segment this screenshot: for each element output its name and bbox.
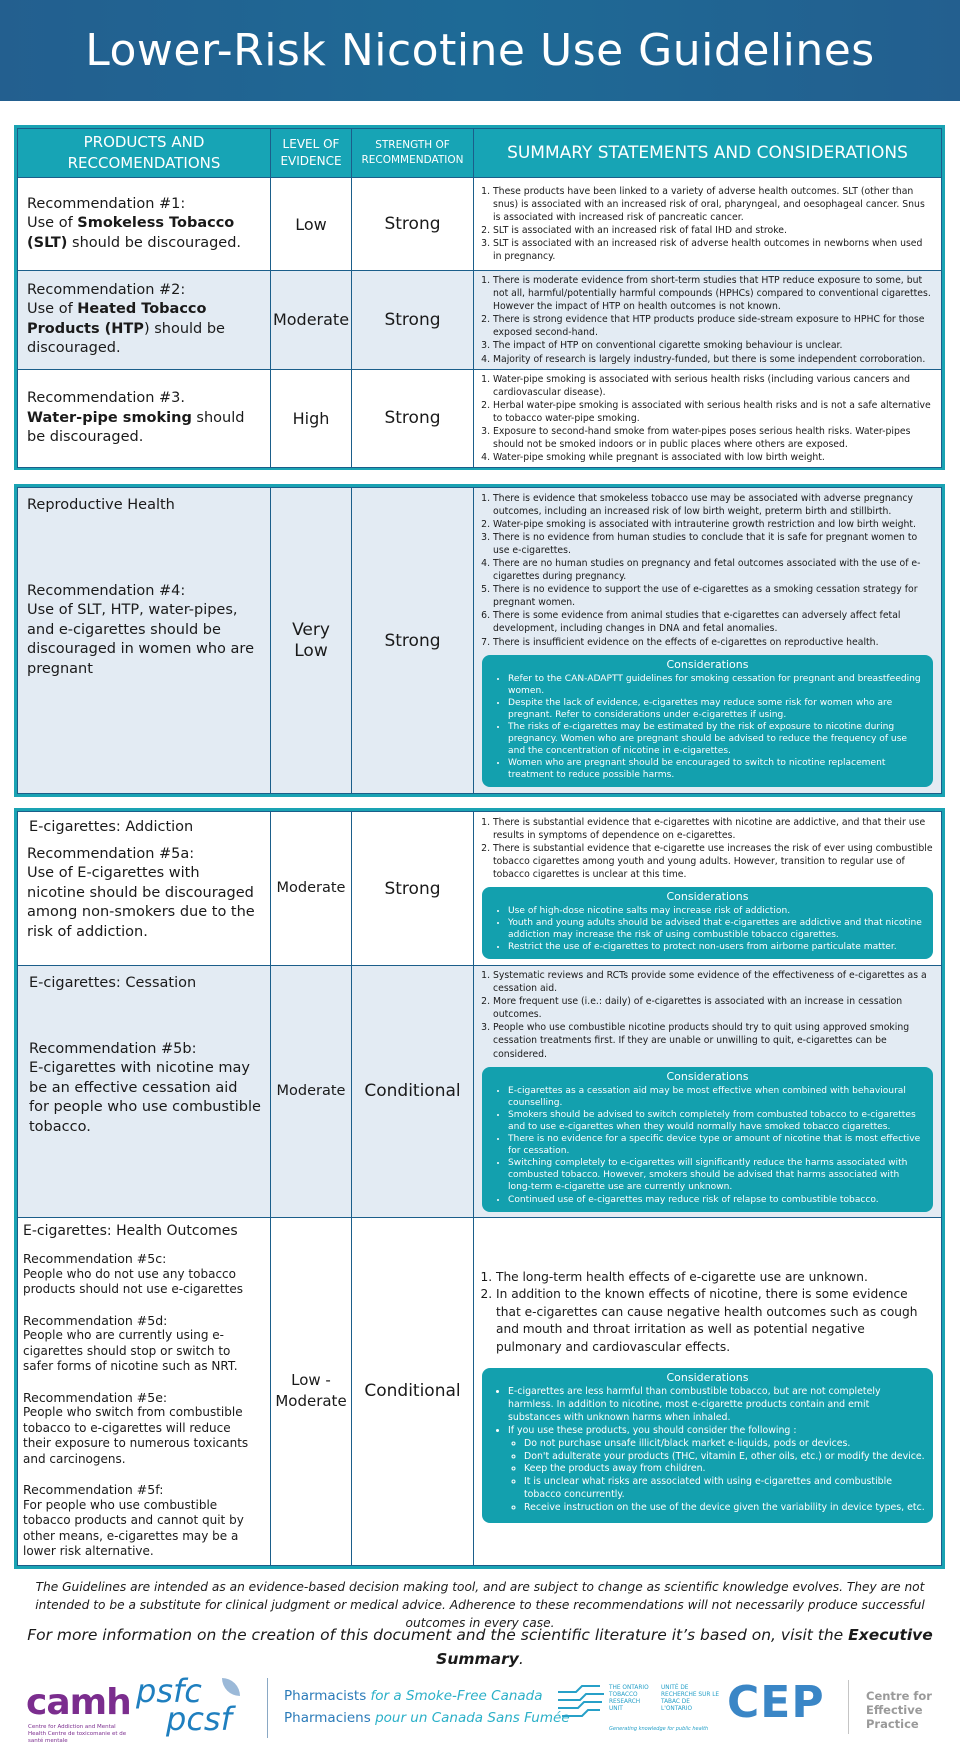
cep-subtitle: Centre for Effective Practice [866,1689,932,1731]
header-strength: STRENGTH OF RECOMMENDATION [352,129,474,178]
disclaimer-text: The Guidelines are intended as an evidence-based decision making tool, and are subject to change as scientific knowledge evolves. They are not intended to be a substitute for clinical judgment or medical advice. Adherence to these recommendations will not necessarily produce successful outcomes in every case. [35,1580,925,1630]
list-item: • E-cigarettes are less harmful than combustible tobacco, but are not completely harmless. In addition to nicotine, most e-cigarette products contain and emit substances with unknown harms when inhaled. [508,1386,925,1425]
list-item: 2. Water-pipe smoking is associated with intrauterine growth restriction and low birth weight. [493,518,933,531]
list-item: 1. The long-term health effects of e-cigarette use are unknown. [496,1269,933,1287]
list-item: 2. There is substantial evidence that e-cigarette use increases the risk of ever using combustible tobacco cigarettes among youth and young adults. However, transition to regular use of tobacco cigarettes is unclear at this time. [493,842,933,881]
rec5cf-strength: Conditional [352,1217,474,1565]
section-title-addiction: E-cigarettes: Addiction [29,819,194,835]
subrec-5f: Recommendation #5f: For people who use combustible tobacco products and cannot quit by other means, e-cigarettes may be a lower risk alternative. [23,1482,244,1559]
rec5a-strength: Strong [352,812,474,966]
list-item: • Smokers should be advised to switch completely from combusted tobacco to e-cigarettes and to use e-cigarettes when they would normally have smoked tobacco cigarettes. [508,1109,925,1133]
subrec-5d: Recommendation #5d: People who are currently using e-cigarettes should stop or switch to safer forms of nicotine such as NRT. [23,1312,238,1374]
rec5b-text: E-cigarettes: Cessation Recommendation #5b: E-cigarettes with nicotine may be an effective cessation aid for people who use combustible tobacco. [18,966,271,1218]
rec1-strength: Strong [352,178,474,271]
pcsf-logo: pcsf [166,1700,232,1738]
considerations-title: Considerations [666,1371,749,1385]
list-item: ◦ Receive instruction on the use of the device given the variability in device types, etc. [524,1502,925,1515]
more-info-text: For more information on the creation of this document and the scientific literature it’s based on, visit the Executive Summary. [27,1626,933,1668]
list-item: • If you use these products, you should consider the following : ◦ Do not purchase unsafe illicit/black market e-liquids, pods or devices. ◦ Don't adulterate your products (THC, vitamin E, other oils, etc.) or modify the device. ◦ Keep the products away from children. ◦ It is unclear what risks are associated with using e-cigarettes and combustible tobacco concurrently. ◦ Receive instruction on the use of the device given the variability in device types, etc. [508,1425,925,1515]
considerations-box [482,887,933,959]
subrec-5e: Recommendation #5e: People who switch from combustible tobacco to e-cigarettes will reduce their exposure to numerous toxicants and carcinogens. [23,1389,249,1466]
list-item: • Youth and young adults should be advised that e-cigarettes are addictive and that nicotine addiction may increase the risk of using combustible tobacco cigarettes. [508,917,925,941]
otru-french: UNITÉ DE RECHERCHE SUR LE TABAC DE L'ONTARIO [661,1685,720,1712]
list-item: • Refer to the CAN-ADAPTT guidelines for smoking cessation for pregnant and breastfeeding women. [508,673,925,697]
list-item: • E-cigarettes as a cessation aid may be most effective when combined with behavioural counselling. [508,1085,925,1109]
rec5a-text: E-cigarettes: Addiction Recommendation #5a: Use of E-cigarettes with nicotine should be discouraged among non-smokers due to the risk of addiction. [18,812,271,966]
section-title-reproductive: Reproductive Health [27,497,175,513]
list-item: 3. Exposure to second-hand smoke from water-pipes poses serious health risks. Water-pipes should not be smoked indoors or in public places where others are exposed. [493,425,933,451]
subrec-5c: Recommendation #5c: People who do not use any tobacco products should not use e-cigarettes [23,1251,244,1297]
page-header [0,0,960,101]
table-row-rec1 [18,178,942,271]
otru-english: THE ONTARIO TOBACCO RESEARCH UNIT [609,1685,649,1712]
page-title: Lower-Risk Nicotine Use Guidelines [85,25,875,76]
section-title-cessation: E-cigarettes: Cessation [29,975,197,991]
cep-logo: CEP [727,1677,825,1728]
list-item: 1. Systematic reviews and RCTs provide some evidence of the effectiveness of e-cigarettes as a cessation aid. [493,969,933,995]
list-item: 5. There is no evidence to support the use of e-cigarettes as a smoking cessation strategy for pregnant women. [493,583,933,609]
pharmacists-english: Pharmacists for a Smoke-Free Canada [284,1688,543,1704]
list-item: 1. These products have been linked to a variety of adverse health outcomes. SLT (other than snus) is associated with an increased risk of oral, pharyngeal, and oesophageal cancer. Snus is associated with increased risk of pancreatic cancer. [493,185,933,224]
divider [267,1678,268,1738]
footer-logos [0,1670,960,1750]
recommendations-table-1 [14,125,945,470]
list-item: • The risks of e-cigarettes may be estimated by the risk of exposure to nicotine during pregnancy. Women who are pregnant should be advised to reduce the frequency of use and the concentration of nicotine in e-cigarettes. [508,721,925,757]
considerations-box [482,655,933,788]
rec5cf-evidence: Low - Moderate [271,1217,352,1565]
rec1-evidence: Low [271,178,352,271]
list-item: ◦ Do not purchase unsafe illicit/black market e-liquids, pods or devices. [524,1438,925,1451]
rec5a-evidence: Moderate [271,812,352,966]
pharmacists-french: Pharmaciens pour un Canada Sans Fumée [284,1710,570,1726]
list-item: 4. Majority of research is largely industry-funded, but there is some independent corroboration. [493,353,933,366]
rec3-strength: Strong [352,369,474,468]
recommendations-table-2 [14,484,945,797]
leaf-icon [222,1678,240,1696]
considerations-title: Considerations [666,1069,749,1083]
considerations-box [482,1067,933,1212]
camh-logo-subtitle: Centre for Addiction and Mental Health Centre de toxicomanie et de santé mentale [28,1724,127,1744]
list-item: • Restrict the use of e-cigarettes to protect non-users from airborne particulate matter. [508,941,925,953]
list-item: 2. SLT is associated with an increased risk of fatal IHD and stroke. [493,224,933,237]
list-item: 1. There is evidence that smokeless tobacco use may be associated with adverse pregnancy outcomes, including an increased risk of low birth weight, preterm birth and stillbirth. [493,492,933,518]
table-row-rec5b [18,966,942,1218]
list-item: 3. SLT is associated with an increased risk of adverse health outcomes in newborns when used in pregnancy. [493,237,933,263]
list-item: • Women who are pregnant should be encouraged to switch to nicotine replacement treatment to reduce possible harms. [508,757,925,781]
rec5cf-text [18,1217,271,1565]
psfc-logo: psfc [136,1672,202,1710]
list-item: • Switching completely to e-cigarettes will significantly reduce the harms associated with combusted tobacco. However, smokers should be advised that harms associated with long-term e-cigarette use are currently unknown. [508,1157,925,1193]
list-item: 4. There are no human studies on pregnancy and fetal outcomes associated with the use of e-cigarettes during pregnancy. [493,557,933,583]
rec2-summary [474,271,942,370]
divider [848,1680,849,1734]
list-item: ◦ It is unclear what risks are associated with using e-cigarettes and combustible tobacco concurrently. [524,1476,925,1502]
rec1-summary [474,178,942,271]
recommendations-table-3 [14,808,945,1569]
considerations-title: Considerations [666,890,749,904]
rec5b-evidence: Moderate [271,966,352,1218]
section-title-health-outcomes: E-cigarettes: Health Outcomes [23,1222,238,1239]
list-item: • Use of high-dose nicotine salts may increase risk of addiction. [508,905,925,917]
list-item: 4. Water-pipe smoking while pregnant is associated with low birth weight. [493,451,933,464]
rec5a-summary [474,812,942,966]
camh-logo: camh [26,1682,131,1723]
rec4-evidence: Very Low [271,488,352,794]
list-item: ◦ Keep the products away from children. [524,1463,925,1476]
rec2-strength: Strong [352,271,474,370]
rec4-strength: Strong [352,488,474,794]
list-item: 1. There is moderate evidence from short-term studies that HTP reduce exposure to some, but not all, harmful/potentially harmful compounds (HPHCs) compared to conventional cigarettes. However the impact of HTP on health outcomes is not known. [493,274,933,313]
table-row-rec3 [18,369,942,468]
list-item: • Despite the lack of evidence, e-cigarettes may reduce some risk for women who are pregnant. Refer to considerations under e-cigarettes if using. [508,697,925,721]
header-evidence: LEVEL OF EVIDENCE [271,129,352,178]
rec3-summary [474,369,942,468]
considerations-box [482,1368,933,1523]
rec4-summary [474,488,942,794]
list-item: • There is no evidence for a specific device type or amount of nicotine that is most effective for cessation. [508,1133,925,1157]
rec3-text: Recommendation #3. Water-pipe smoking should be discouraged. [18,369,271,468]
list-item: 1. There is substantial evidence that e-cigarettes with nicotine are addictive, and that their use results in symptoms of dependence on e-cigarettes. [493,816,933,842]
otru-network-icon [556,1682,606,1722]
list-item: 2. Herbal water-pipe smoking is associated with serious health risks and is not a safe alternative to tobacco water-pipe smoking. [493,399,933,425]
rec3-evidence: High [271,369,352,468]
list-item: 7. There is insufficient evidence on the effects of e-cigarettes on reproductive health. [493,636,933,649]
list-item: • Continued use of e-cigarettes may reduce risk of relapse to combustible tobacco. [508,1194,925,1206]
list-item: 3. The impact of HTP on conventional cigarette smoking behaviour is unclear. [493,339,933,352]
header-products: PRODUCTS AND RECCOMENDATIONS [18,129,271,178]
considerations-title: Considerations [666,657,749,671]
rec5cf-summary [474,1217,942,1565]
list-item: 2. More frequent use (i.e.: daily) of e-cigarettes is associated with an increase in cessation outcomes. [493,995,933,1021]
table-row-rec5a [18,812,942,966]
rec2-text: Recommendation #2: Use of Heated Tobacco Products (HTP) should be discouraged. [18,271,271,370]
list-item: 3. People who use combustible nicotine products should try to quit using approved smoking cessation treatments first. If they are unable or unwilling to quit, e-cigarettes can be considered. [493,1021,933,1060]
list-item: 2. In addition to the known effects of nicotine, there is some evidence that e-cigarettes can cause negative health outcomes such as cough and mouth and throat irritation as well as potential negative pulmonary and cardiovascular effects. [496,1286,933,1356]
rec1-text: Recommendation #1: Use of Smokeless Tobacco (SLT) should be discouraged. [18,178,271,271]
list-item: 3. There is no evidence from human studies to conclude that it is safe for pregnant women to use e-cigarettes. [493,531,933,557]
rec4-text: Reproductive Health Recommendation #4: Use of SLT, HTP, water-pipes, and e-cigarettes should be discouraged in women who are pregnant [18,488,271,794]
otru-tagline: Generating knowledge for public health [609,1726,709,1732]
list-item: 6. There is some evidence from animal studies that e-cigarettes can adversely affect fetal development, including changes in DNA and fetal anomalies. [493,609,933,635]
table-row-rec5cf [18,1217,942,1565]
table-row-rec4 [18,488,942,794]
list-item: ◦ Don't adulterate your products (THC, vitamin E, other oils, etc.) or modify the device. [524,1451,925,1464]
table-row-rec2 [18,271,942,370]
rec5b-strength: Conditional [352,966,474,1218]
rec5b-summary [474,966,942,1218]
rec2-evidence: Moderate [271,271,352,370]
list-item: 2. There is strong evidence that HTP products produce side-stream exposure to HPHC for those exposed second-hand. [493,313,933,339]
list-item: 1. Water-pipe smoking is associated with serious health risks (including various cancers and cardiovascular disease). [493,373,933,399]
header-summary: SUMMARY STATEMENTS AND CONSIDERATIONS [474,129,942,178]
executive-summary-link[interactable]: Executive Summary [436,1626,933,1668]
